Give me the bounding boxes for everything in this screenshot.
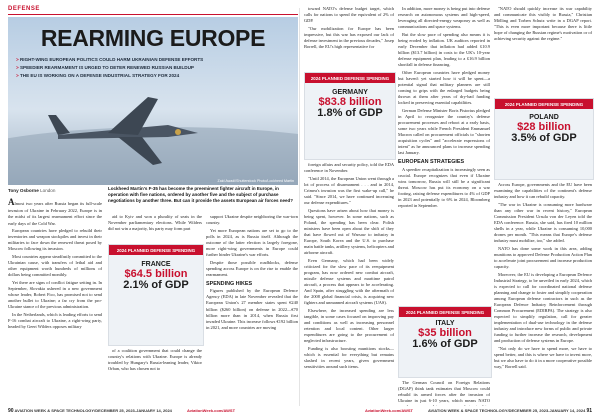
- spending-box-france: [108, 244, 204, 346]
- spending-box-italy: [398, 306, 492, 378]
- deck-line-2: > SPEEDIER REARMAMENT IS URGED TO DETER RENEWED RUSSIAN BUILDUP: [16, 65, 194, 70]
- box-amount: $35 billion: [418, 327, 472, 339]
- article-column-6-bottom: Across Europe, governments and the EU have been examining the capabilities of the continent's defense industry and how it can rebuild capacity. "The war in Ukraine is consuming more hardware than any other war in recent history," European Commission President Ursula von der Leyen told the EDA conference. Russia, she said, has fired 10 million shells in a year, while Ukraine is consuming 10,000 drones per month. "This means that Europe's defense industry must mobilize, too," she added. NATO has done some work in this area, adding munitions to approved Defense Production Action Plan to accelerate joint procurement and increase production capacity. Moreover, the EU is developing a European Defence Industrial Strategy, to be unveiled in early 2024, which is expected to call for coordinated national defense planning and change to foster and simplify cooperation among European defense contractors in such as the European Defence Industry Reinforcement through Common Procurement (EDIRPA). The strategy is also expected to simplify regulation, call for greater implementation of dual-use technology in the defense industry and introduce new forms of public and private funding to further increase the research, development and production of defense systems in Europe. "Not only do we have to spend more, we have to spend better, and this is where we have to invest more, but we also have to do it in a more cooperative possible way," Borrell said.: [494, 182, 592, 370]
- headline: REARMING EUROPE: [40, 25, 266, 51]
- box-country: ITALY: [435, 320, 455, 327]
- section-tag: DEFENSE: [8, 6, 40, 12]
- spending-box-poland: [494, 98, 594, 180]
- article-column-2-bottom: of a coalition government that could change the country's relations with Ukraine. Europe is already troubled by Hungary's Russia-leaning leader, Viktor Orban, who has chosen not to: [108, 348, 202, 372]
- article-column-5: In addition, more money is being put into defense research on autonomous systems and high-speed, leveraging all directed-energy weaponry as well as communications and space systems. But the slow pace of spending also means it is being eroded by inflation. UK auditors reported in early December that inflation had added £10.9 billion ($13.7 billion) in costs to the UK's 10-year defense equipment plan, leading to a £16.9 billion shortfall in defense financing. Other European countries have pledged money but haven't yet started how it will be spent—a potential signal that military planners are still coming to grips with the enlarged budgets being thrown at them after years of dry-bad funding locked in preserving essential capabilities. German Defense Minister Boris Pistorius pledged in April to reorganize the country's defense procurement processes and reboot at a early basis, some two years while French President Emmanuel Macron called on procurement officials to "shorten acquisition cycles" and "accelerate expressions of intent" as he announced plans to increase spending last January. EUROPEAN STRATEGIES A speedier recapitalization is increasingly seen as crucial. Europe recognizes that even if Ukraine wins tomorrow, Russia will still be a significant threat. Moscow has put its economy on a war footing, raising defense expenditures to 4% of GDP in 2023 and potentially to 6% in 2024, Bloomberg reported in September.: [398, 6, 490, 209]
- article-column-4-top: toward NATO's defense budget target, which calls for nations to spend the equivalent of 2% of GDP. "Our mobilization for Europe has been impressive, but this war has exposed our lack of defense investment in the previous decades," Josep Borrell, the EU's high representative for: [304, 6, 394, 49]
- article-column-5-bottom: The German Council on Foreign Relations (DGAP) think tank estimates that Moscow could rebuild its armed forces after the invasion of Ukraine in just 6-10 years, which means NATO: [398, 380, 490, 404]
- box-amount: $83.8 billion: [318, 96, 382, 108]
- deck-line-1: > RIGHT-WING EUROPEAN POLITICS COULD HARM UKRAINIAN DEFENSE EFFORTS: [16, 57, 204, 62]
- box-header: 2024 PLANNED DEFENSE SPENDING: [495, 99, 593, 109]
- article-column-4-bottom: foreign affairs and security policy, told the EDA conference in November. "Until 2014, the European Union went through a lot of process of disarmament . . . and in 2014, Crimea's invasion was the first wake-up call," he said. "Since 2014, we have continued increasing our defense expenditures." Questions have arisen about how that money is being spent, however. In some nations, such as Poland, the spending has been clear. Polish ministers have been open about the shift of they that have flowed out of Warsaw to industry in Europe, South Korea and the U.S. to purchase main battle tanks, artillery systems, helicopters and airborne aircraft. Even Germany, which had been widely criticized for the slow pace of its reequipment program, has now ordered new combat aircraft, missile defense systems and maritime patrol aircraft, a process that appears to be accelerating. And Spain, after struggling with the aftermath of the 2008 global financial crisis, is acquiring new fighters and unmanned aircraft systems (UAS). Elsewhere, the increased spending are less tangible, in some cases focused on improving pay and conditions as well as increasing personnel retention and local content. Other larger expenditures are going to the procurement of neglected infrastructure. Funding is also boosting munitions stocks—which is essential for everything but remains slashed in recent years, given government sensitivities around such items.: [304, 162, 394, 369]
- article-column-1: Almost two years after Russia began its full-scale invasion of Ukraine in February 2022, Europe is in the midst of its largest rearmament effort since the early days of the Cold War. European countries have pledged to rebuild their inventories and weapon stockpiles and invest in their militaries to face down the renewed threat posed by Moscow following its invasion. Most countries appear steadfastly committed to the Ukrainian cause, with transfers of lethal aid and other equipment worth hundreds of millions of dollars being committed monthly. Yet there are signs of conflict fatigue setting in. In September, Slovakia ushered in a new government whose leader, Robert Fico, has promised not to send another bullet to Ukraine; a far cry from the pro-Ukraine stance of the previous administration. In the Netherlands, which is leading efforts to send F-16 combat aircraft to Ukraine, a right-wing party, headed by Geert Wilders opposes military: [8, 197, 102, 329]
- box-country: POLAND: [529, 114, 559, 121]
- article-column-6-top: "NATO should quickly increase its war capability and communicate this visibly to Russia," Christian Mölling and Torben Schutz write in a DGAP report. "This is even more important because there is little hope of changing the Russian regime's motivation or of achieving security against the regime.": [494, 6, 592, 42]
- article-column-3: support Ukraine despite neighboring the war-torn country. Yet more European nations are set to go to the polls in 2024, as is Russia itself. Although the outcome of the latter election is largely foregone, more right-wing governments in Europe could further hinder Ukraine's war efforts. Despite those possible roadblocks, defense spending across Europe is on the rise to enable the rearmament. SPENDING HIKES Figures published by the European Defence Agency (EDA) in late November revealed that the European Union's 27 member states spent €240 billion ($260 billion) on defense in 2022—€70 billion more than in 2014, when Russia first invaded Ukraine. This increase follows €192 billion in 2021, and more countries are moving: [206, 214, 298, 330]
- box-pct: 3.5% of GDP: [511, 132, 577, 145]
- spending-box-germany: [304, 72, 396, 160]
- box-header: 2024 PLANNED DEFENSE SPENDING: [399, 307, 491, 317]
- author-name: Tony Osborne: [8, 188, 39, 193]
- page-gutter: [299, 8, 300, 406]
- section-rule: [8, 14, 298, 15]
- box-pct: 1.6% of GDP: [412, 338, 478, 351]
- box-pct: 1.8% of GDP: [317, 107, 383, 120]
- box-header: 2024 PLANNED DEFENSE SPENDING: [109, 245, 203, 255]
- hero-image: [8, 17, 298, 185]
- article-column-2-top: aid to Kyiv and won a plurality of seats in the November parliamentary elections. While Wilders did not win a majority, his party may form part: [108, 214, 202, 232]
- footer-right: AviationWeek.com/AWST AVIATION WEEK & SPACE TECHNOLOGY/DECEMBER 25, 2023-JANUARY 14, 2024 91: [364, 408, 592, 414]
- box-country: FRANCE: [141, 261, 171, 268]
- photo-caption: Lockheed Martin's F-35 has become the preeminent fighter aircraft in Europe, in operation with five nations, ordered by another five and the subject of purchase negotiations by another three. But can it provide the assets European air forces need?: [108, 186, 294, 204]
- deck-line-3: > THE EU IS WORKING ON A DEFENSE INDUSTRIAL STRATEGY FOR 2024: [16, 73, 180, 78]
- byline: [8, 188, 55, 193]
- box-pct: 2.1% of GDP: [123, 279, 189, 292]
- photo-credit: Zaid Awadi/Shutterstock Photo/Lockheed Martin: [217, 179, 294, 183]
- box-header: 2024 PLANNED DEFENSE SPENDING: [305, 73, 395, 83]
- box-amount: $28 billion: [517, 121, 571, 133]
- footer-left: 90 AVIATION WEEK & SPACE TECHNOLOGY/DECEMBER 25, 2023-JANUARY 14, 2024 AviationWeek.com/AWST: [8, 408, 236, 414]
- subhead-european-strategies: EUROPEAN STRATEGIES: [398, 159, 465, 166]
- subhead-spending-hikes: SPENDING HIKES: [206, 280, 253, 287]
- author-location: London: [40, 188, 56, 193]
- box-country: GERMANY: [332, 89, 368, 96]
- box-amount: $64.5 billion: [124, 268, 188, 280]
